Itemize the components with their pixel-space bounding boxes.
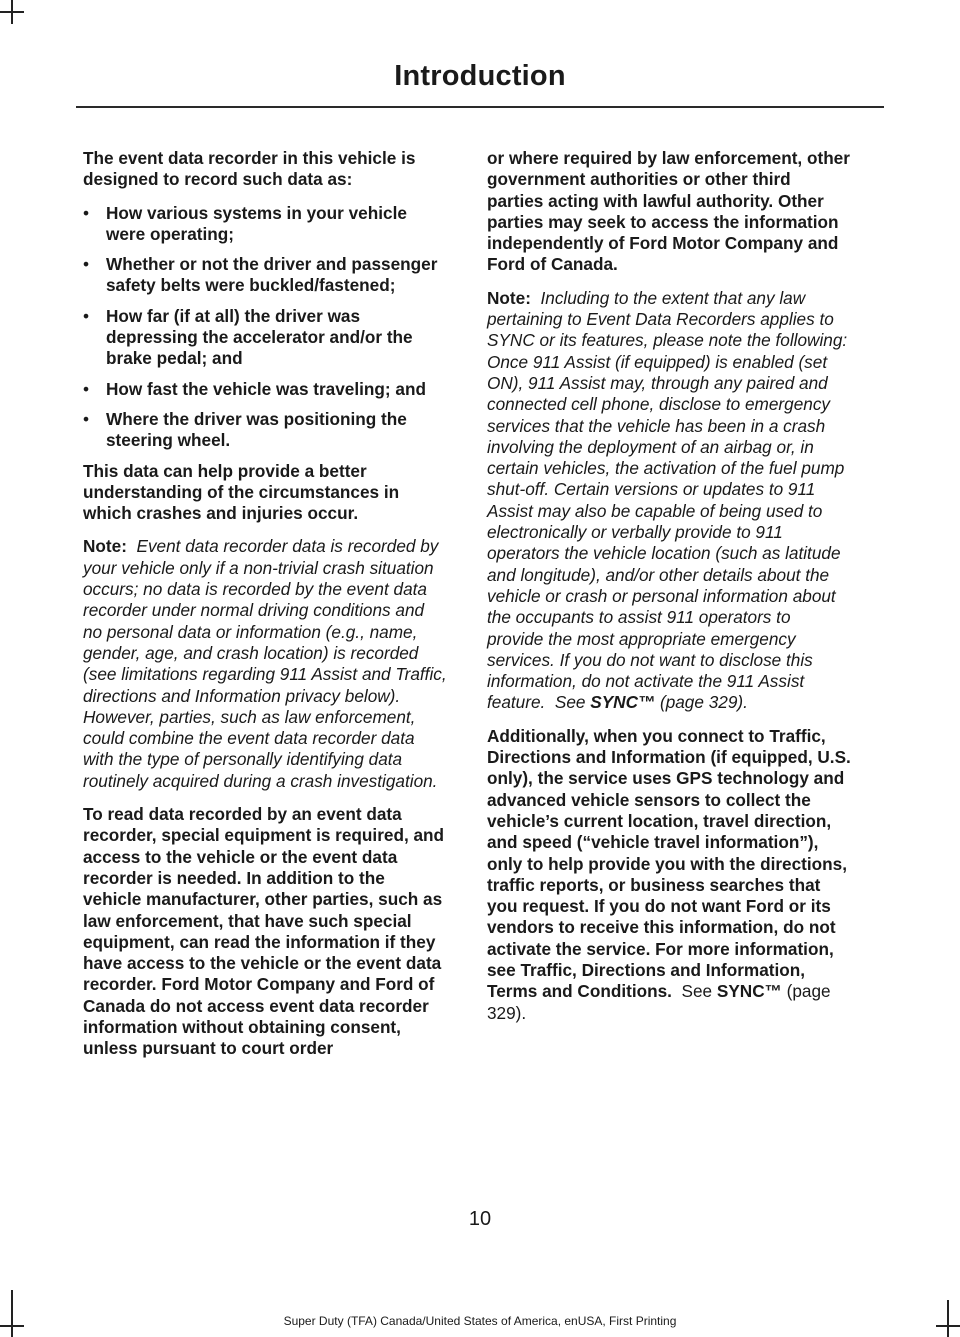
footer-text: Super Duty (TFA) Canada/United States of America, enUSA, First Printing [283,1314,677,1328]
note-label: Note: [487,287,531,308]
bullet-icon: • [83,305,90,326]
understanding-paragraph: This data can help provide a better understanding of the circumstances in which crashes and injuries occur. [83,460,400,524]
bullet-icon: • [83,378,90,399]
intro-paragraph: The event data recorder in this vehicle is designed to record such data as: [83,148,416,190]
note-label: Note: [83,536,127,557]
sync-link[interactable]: SYNC™ [590,692,656,713]
page-reference: (page 329). [659,692,748,713]
note-text: Including to the extent that any law pertaining to Event Data Recorders applies to SYNC or its features, please note the following: Once 911 Assist (if equipped) is enabled (set ON), 911 Assist may, through any paired and connected cell phone, disclose to emergency services that the vehicle has been in a crash involving the deployment of an airbag or, in certain vehicles, the activation of the fuel pump shut-off. Certain versions or updates to 911 Assist may also be capable of being used to electronically or verbally provide to 911 operators the vehicle location (such as latitude and longitude), and/or other details about the vehicle or crash or personal information about the occupants to assist 911 operators to provide the most appropriate emergency services. If you do not want to disclose this information, do not activate the 911 Assist feature. [487,287,848,713]
page-reference: (page 329). [487,981,831,1023]
list-item: • How fast the vehicle was traveling; and [83,378,426,399]
edr-note [83,536,447,792]
data-list [83,203,447,452]
page-title: Introduction [394,60,566,92]
right-column [487,148,851,1036]
list-item: • Where the driver was positioning the steering wheel. [83,408,407,451]
sync-link[interactable]: SYNC™ [716,981,782,1002]
crop-mark [0,11,24,13]
bullet-icon: • [83,408,90,429]
list-item: • How various systems in your vehicle were operating; [83,202,407,244]
read-data-paragraph: To read data recorded by an event data recorder, special equipment is required, and access to the vehicle or the event data recorder is needed. In addition to the vehicle manufacturer, other parties, such as law enforcement, that have such special equipment, can read the information if they have access to the vehicle or the event data recorder. Ford Motor Company and Ford of Canada do not access event data recorder information without obtaining consent, unless pursuant to court order [83,804,445,1059]
see-text: See [681,981,713,1002]
left-column [83,148,447,1072]
list-item: • How far (if at all) the driver was depressing the accelerator and/or the brake pedal; and [83,305,413,369]
list-item: • Whether or not the driver and passenger safety belts were buckled/fastened; [83,254,438,296]
bullet-icon: • [83,202,90,223]
header-rule [76,106,884,108]
note-text: Event data recorder data is recorded by your vehicle only if a non-trivial crash situation occurs; no data is recorded by the event data recorder under normal driving conditions and no personal data or information (e.g., name, gender, age, and crash location) is recorded (see limitations regarding 911 Assist and Traffic, directions and Information privacy below). However, parties, such as law enforcement, could combine the event data recorder data with the type of personally identifying data routinely acquired during a crash investigation. [83,536,447,791]
see-text: See [554,692,586,713]
continued-paragraph: or where required by law enforcement, other government authorities or other third parties acting with lawful authority. Other parties may seek to access the information independently of Ford Motor Company and Ford of Canada. [487,148,850,275]
page-number: 10 [468,1208,492,1230]
traffic-text: Additionally, when you connect to Traffic, Directions and Information (if equipped, U.S. only), the service uses GPS technology and advanced vehicle sensors to collect the vehicle’s current location, travel direction, and speed (“vehicle travel information”), only to help provide you with the directions, traffic reports, or business searches that you request. If you do not want Ford or its vendors to receive this information, do not activate the service. For more information, see Traffic, Directions and Information, Terms and Conditions. [487,725,851,1002]
traffic-paragraph [487,726,851,1024]
sync-note [487,288,851,714]
bullet-icon: • [83,254,90,275]
